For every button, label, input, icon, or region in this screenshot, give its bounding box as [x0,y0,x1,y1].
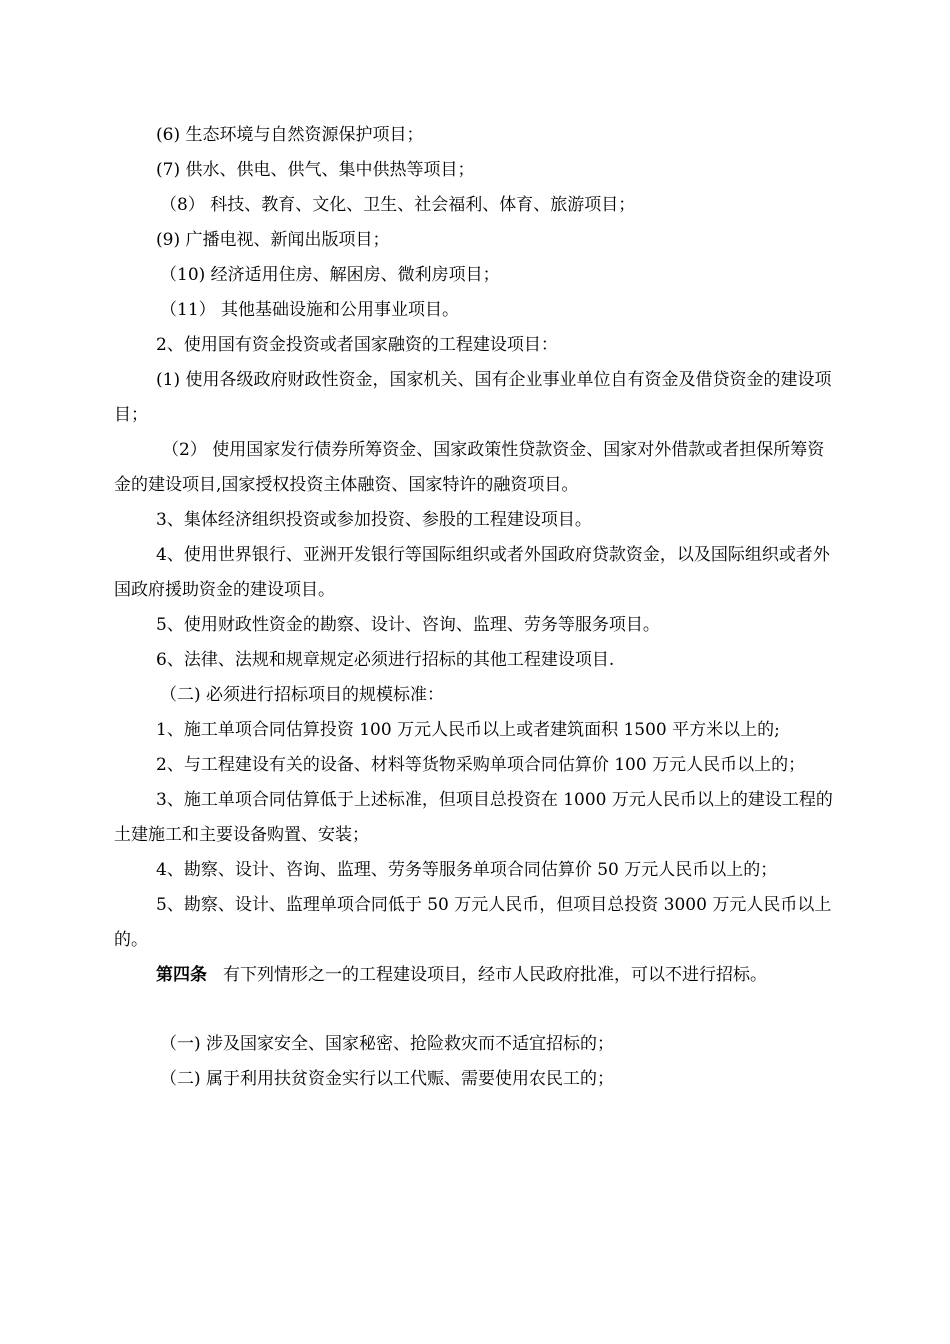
standard-5-survey-design: 5、勘察、设计、监理单项合同低于 50 万元人民币，但项目总投资 3000 万元人民币以上的。 [114,895,832,950]
section-2-state-funded: 2、使用国有资金投资或者国家融资的工程建设项目： [156,335,558,355]
item-10-housing: （10) 经济适用住房、解困房、微利房项目； [160,265,500,285]
standard-1-construction: 1、施工单项合同估算投资 100 万元人民币以上或者建筑面积 1500 平方米以上的; [156,720,780,740]
item-9-broadcasting: (9) 广播电视、新闻出版项目； [156,230,390,250]
item-1-government-funds: (1) 使用各级政府财政性资金，国家机关、国有企业事业单位自有资金及借贷资金的建设项目； [114,370,832,425]
article-4-text: 有下列情形之一的工程建设项目，经市人民政府批准，可以不进行招标。 [223,965,767,985]
item-2-national-bonds: （2） 使用国家发行债券所筹资金、国家政策性贷款资金、国家对外借款或者担保所筹资金的建设项目,国家授权投资主体融资、国家特许的融资项目。 [114,440,825,495]
item-6-ecology: (6) 生态环境与自然资源保护项目； [156,125,424,145]
item-7-utilities: (7) 供水、供电、供气、集中供热等项目； [156,160,475,180]
standard-3-total-investment: 3、施工单项合同估算低于上述标准，但项目总投资在 1000 万元人民币以上的建设工程的土建施工和主要设备购置、安装； [114,790,833,845]
section-3-collective: 3、集体经济组织投资或参加投资、参股的工程建设项目。 [156,510,592,530]
document-body [114,118,838,1097]
section-5-service-projects: 5、使用财政性资金的勘察、设计、咨询、监理、劳务等服务项目。 [156,615,660,635]
exemption-1-security: （一) 涉及国家安全、国家秘密、抢险救灾而不适宜招标的； [160,1034,615,1054]
section-6-legal-requirements: 6、法律、法规和规章规定必须进行招标的其他工程建设项目. [156,650,615,670]
item-8-science-education: （8） 科技、教育、文化、卫生、社会福利、体育、旅游项目； [160,195,636,215]
standard-2-equipment: 2、与工程建设有关的设备、材料等货物采购单项合同估算价 100 万元人民币以上的； [156,755,806,775]
subsection-2-scale-standards: （二) 必须进行招标项目的规模标准： [160,685,445,705]
standard-4-services: 4、勘察、设计、咨询、监理、劳务等服务单项合同估算价 50 万元人民币以上的； [156,860,778,880]
section-4-international-loans: 4、使用世界银行、亚洲开发银行等国际组织或者外国政府贷款资金，以及国际组织或者外国政府援助资金的建设项目。 [114,545,830,600]
paragraph-gap [114,993,838,1027]
item-11-other-infrastructure: （11） 其他基础设施和公用事业项目。 [160,300,460,320]
article-4 [114,958,838,993]
article-4-title: 第四条 [156,965,207,985]
exemption-2-poverty-relief: （二) 属于利用扶贫资金实行以工代赈、需要使用农民工的； [160,1069,615,1089]
